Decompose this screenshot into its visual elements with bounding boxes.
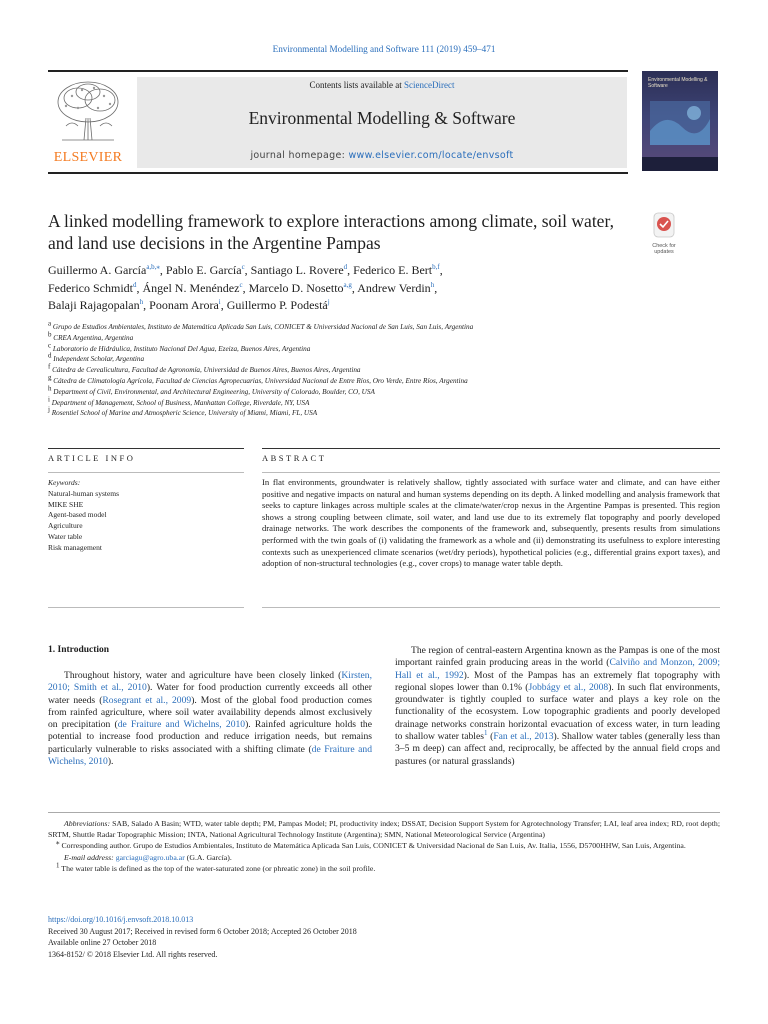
affiliation-key: g [48, 373, 52, 382]
affiliation-item [48, 373, 648, 387]
keywords-block [48, 478, 244, 554]
author-affiliation-link[interactable]: c [241, 263, 245, 271]
intro-left-text-4: ). Rainfed agriculture holds the potential to increase food production and reduce irrigation needs, but remains particularly vulnerable to risks associated with a shifting climate ( [48, 719, 372, 755]
author-name: Ángel N. Menéndez [142, 280, 240, 295]
author-name: Marcelo D. Nosetto [248, 280, 344, 295]
intro-right-text-1: The region of central-eastern Argentina known as the Pampas is one of the most important rainfed grain producing areas in the world ( [395, 645, 720, 669]
affiliation-key: a [48, 319, 52, 328]
affiliation-key: f [48, 362, 51, 371]
check-updates-line1: Check for [652, 243, 676, 249]
citation-link[interactable]: Calviño and Monzon, 2009; Hall et al., 1992 [395, 657, 720, 681]
intro-right-text-2: ). Most of the Pampas has an extremely flat topography with regional slopes lower than 0.1% ( [395, 669, 720, 693]
corresponding-mark: ⁎ [56, 838, 60, 847]
author-name: Andrew Verdin [357, 280, 431, 295]
publisher-name: ELSEVIER [53, 150, 123, 165]
author-affiliation-link[interactable]: i [218, 298, 221, 306]
affiliation-text: Cátedra de Climatología Agrícola, Facultad de Ciencias Agropecuarias, Universidad Nacional de Entre Ríos, Oro Verde, Entre Ríos, Argentina [53, 376, 468, 385]
author-affiliation-link[interactable]: a,b, [146, 263, 157, 271]
affiliation-text: Cátedra de Cerealicultura, Facultad de Agronomía, Universidad de Buenos Aires, Buenos Aires, Argentina [52, 366, 361, 375]
header-rule-top [48, 70, 628, 72]
footnote-rule [48, 812, 720, 813]
author-list [48, 262, 638, 315]
check-updates-label [643, 243, 685, 255]
affiliation-key: i [48, 395, 50, 404]
author-name: Guillermo A. García [48, 263, 147, 277]
intro-left-text-3: ). Most of the global food production comes from rainfed agriculture, where soil water availability depends almost exclusively on precipitation ( [48, 694, 372, 731]
citation-link[interactable]: de Fraiture and Wichelns, 2010 [117, 719, 246, 731]
homepage-line [137, 150, 627, 161]
footnote-1-text: The water table is defined as the top of the water-saturated zone (or phreatic zone) in the soil profile. [59, 863, 376, 873]
citation-link[interactable]: Rosegrant et al., 2009 [102, 694, 192, 706]
author-separator: , [242, 280, 249, 295]
author-separator: , [159, 263, 166, 277]
author-name: Balaji Rajagopalan [48, 298, 140, 312]
author-name: Federico Schmidt [48, 280, 133, 295]
journal-citation-link[interactable]: Environmental Modelling and Software 111 (2019) 459–471 [272, 44, 496, 54]
abstract-inner-rule [262, 472, 720, 473]
article-history [48, 914, 720, 960]
sciencedirect-link[interactable]: ScienceDirect [404, 80, 455, 90]
affiliation-key: c [48, 341, 52, 350]
intro-right-paragraph [395, 645, 720, 768]
affiliation-text: Grupo de Estudios Ambientales, Instituto de Matemática Aplicada San Luis, CONICET & Universidad Nacional de San Luis, San Luis, Argentina [52, 323, 474, 331]
journal-cover-image-icon [642, 71, 718, 171]
corresponding-author-note [48, 840, 720, 851]
citation-link[interactable]: de Fraiture and Wichelns, 2010 [48, 743, 372, 768]
author-affiliation-link[interactable]: j [327, 298, 330, 306]
author-affiliation-link[interactable]: d [132, 280, 137, 289]
footnote-1 [48, 863, 720, 874]
affiliation-text: Independent Scholar, Argentina [53, 355, 145, 364]
check-for-updates-icon[interactable] [643, 212, 685, 255]
author-name: Pablo E. García [165, 263, 242, 277]
abstract-bottom-rule [262, 607, 720, 608]
affiliation-text: Laboratorio de Hidráulica, Instituto Nacional Del Agua, Ezeiza, Buenos Aires, Argentina [52, 344, 311, 353]
author-name: Poonam Arora [149, 298, 219, 312]
cover-title: Environmental Modelling & Software [648, 77, 708, 89]
keyword-item: Agriculture [48, 521, 83, 531]
article-info-rule [48, 448, 244, 449]
author-separator: , [434, 280, 438, 295]
citation-link[interactable]: Jobbágy et al., 2008 [528, 681, 609, 693]
author-separator: , [351, 280, 358, 295]
footnote-1-mark: 1 [56, 861, 60, 870]
affiliation-item [48, 384, 648, 398]
affiliation-key: b [48, 330, 52, 339]
abbreviations-text: SAB, Salado A Basin; WTD, water table depth; PM, Pampas Model; PI, productivity index; DSSAT, Decision Support System for Agrotechnology Transfer; LAI, leaf area index; RD, root depth; SRTM, Shuttle Radar Topographic Mission; INTA, National Agricultural Technology Institute (Argentina); SMN, National Meteorological Service (Argentina) [48, 819, 720, 840]
introduction-heading: 1. Introduction [48, 645, 110, 655]
intro-left-text-2: ). Water for food production currently exceeds all other water needs ( [48, 682, 372, 706]
affiliation-key: j [48, 405, 50, 414]
intro-right-text-4: ( [487, 731, 494, 743]
intro-right-text-3: ). In such flat environments, groundwater is tightly coupled to surface water and plays a key role on the functionality of the ecosystem. Low topographic gradients and poorly developed drainage networks constrain horizontal evacuation of excess water, in turn leading to shallow water tables [395, 681, 720, 743]
author-separator: , [439, 263, 443, 277]
intro-left-text-5: ). [107, 756, 114, 768]
intro-left-text-1: Throughout history, water and agriculture have been closely linked ( [64, 670, 342, 681]
affiliation-item [48, 362, 648, 376]
author-name: Federico E. Bert [353, 263, 433, 277]
abstract-text: In flat environments, groundwater is relatively shallow, tightly associated with surface water and climate, and can have either positive and negative impacts on natural and human systems depending on its depth. A linked modelling and analysis framework that seeks to capture linkages across multiple scales at the climate/water/crop nexus in the Argentine Pampas is presented. This region shows a strong coupling between climate, soil water, and land use due to its extremely flat topography and poorly developed drainage networks. The work describes the components of the framework and, subsequently, presents results from simulations performed with the twin goals of (i) validating the framework as a whole and (ii) demonstrating its usefulness to explore interesting contexts such as unexperienced climate scenarios (wet/dry periods), hypothetical policies (e.g., differential grains export taxes), and adoption of non-structural technologies (e.g., cover crops) to manage water table depth. [262, 477, 720, 569]
footnotes [48, 818, 720, 874]
homepage-prefix: journal homepage: [250, 150, 349, 161]
affiliation-key: d [48, 352, 52, 360]
keyword-item: Water table [48, 531, 83, 541]
abstract-heading: ABSTRACT [262, 453, 327, 463]
author-name: Santiago L. Rovere [250, 263, 344, 277]
email-link[interactable]: garciagu@agro.uba.ar [115, 852, 185, 862]
affiliation-item [48, 395, 648, 409]
affiliation-key: h [48, 384, 52, 393]
author-affiliation-link[interactable]: d [343, 263, 348, 271]
author-separator: , [220, 298, 227, 312]
keyword-item: MIKE SHE [48, 499, 84, 509]
affiliation-item [48, 405, 648, 419]
affiliation-text: Department of Civil, Environmental, and Architectural Engineering, University of Colorado, Boulder, CO, USA [53, 387, 375, 396]
keywords-rule [48, 472, 244, 473]
corresponding-author-link[interactable]: ⁎ [156, 263, 160, 271]
check-updates-line2: updates [654, 249, 674, 255]
author-affiliation-link[interactable]: a,g [343, 280, 352, 289]
citation-link[interactable]: Kirsten, 2010; Smith et al., 2010 [48, 670, 372, 694]
received-dates: Received 30 August 2017; Received in revised form 6 October 2018; Accepted 26 October 2018 [48, 926, 357, 936]
header-rule-bottom [48, 172, 628, 174]
email-label: E-mail address: [64, 852, 114, 862]
author-affiliation-link[interactable]: h [430, 280, 435, 289]
author-separator: , [143, 298, 150, 312]
affiliation-list [48, 319, 648, 419]
citation-link[interactable]: Fan et al., 2013 [493, 731, 554, 743]
affiliation-item [48, 341, 648, 355]
contents-prefix: Contents lists available at [309, 80, 404, 90]
paper-title: A linked modelling framework to explore interactions among climate, soil water, and land use decisions in the Argentine Pampas [48, 211, 614, 253]
journal-homepage-link[interactable]: www.elsevier.com/locate/envsoft [348, 150, 514, 161]
author-separator: , [347, 263, 354, 277]
author-separator: , [136, 280, 143, 295]
abbreviations-label: Abbreviations: [64, 819, 111, 828]
available-online: Available online 27 October 2018 [48, 938, 157, 947]
footnote-marker-link[interactable]: 1 [483, 728, 488, 737]
affiliation-text: CREA Argentina, Argentina [53, 333, 134, 342]
affiliation-item [48, 319, 648, 333]
doi-link[interactable]: https://doi.org/10.1016/j.envsoft.2018.10.013 [48, 915, 194, 924]
intro-left-paragraph [48, 670, 372, 768]
affiliation-item [48, 354, 648, 365]
article-info-bottom-rule [48, 607, 244, 608]
affiliation-item [48, 330, 648, 344]
author-separator: , [244, 263, 251, 277]
contents-line [137, 80, 627, 90]
keyword-item: Natural-human systems [48, 488, 120, 498]
email-suffix: (G.A. García). [184, 852, 232, 862]
author-affiliation-link[interactable]: c [239, 280, 243, 289]
affiliation-text: Rosentiel School of Marine and Atmospheric Science, University of Miami, Miami, FL, USA [51, 409, 318, 418]
abstract-rule [262, 448, 720, 449]
keywords-list [48, 489, 244, 554]
email-note [48, 852, 720, 863]
author-affiliation-link[interactable]: b,f [432, 263, 440, 271]
keyword-item: Risk management [48, 542, 102, 552]
corresponding-text: Corresponding author. Grupo de Estudios Ambientales, Instituto de Matemática Aplicada San Luis, CONICET & Universidad Nacional de San Luis, Av. Italia, 1556, D5700HHW, San Luis, Argentina. [59, 841, 686, 851]
journal-title: Environmental Modelling & Software [248, 108, 516, 128]
author-name: Guillermo P. Podestá [226, 298, 328, 312]
abbreviations-note [48, 818, 720, 840]
intro-right-text-5: ). Shallow water tables (generally less than 3–5 m deep) can affect and, reciprocally, be affected by the annual field crops and pastures (or natural grasslands) [395, 731, 720, 767]
affiliation-text: Department of Management, School of Business, Manhattan College, Riverdale, NY, USA [51, 398, 310, 407]
copyright: 1364-8152/ © 2018 Elsevier Ltd. All rights reserved. [48, 949, 218, 959]
author-affiliation-link[interactable]: h [139, 298, 144, 306]
keywords-label: Keywords: [48, 478, 81, 487]
article-info-heading: ARTICLE INFO [48, 453, 136, 463]
keyword-item: Agent-based model [48, 510, 107, 520]
